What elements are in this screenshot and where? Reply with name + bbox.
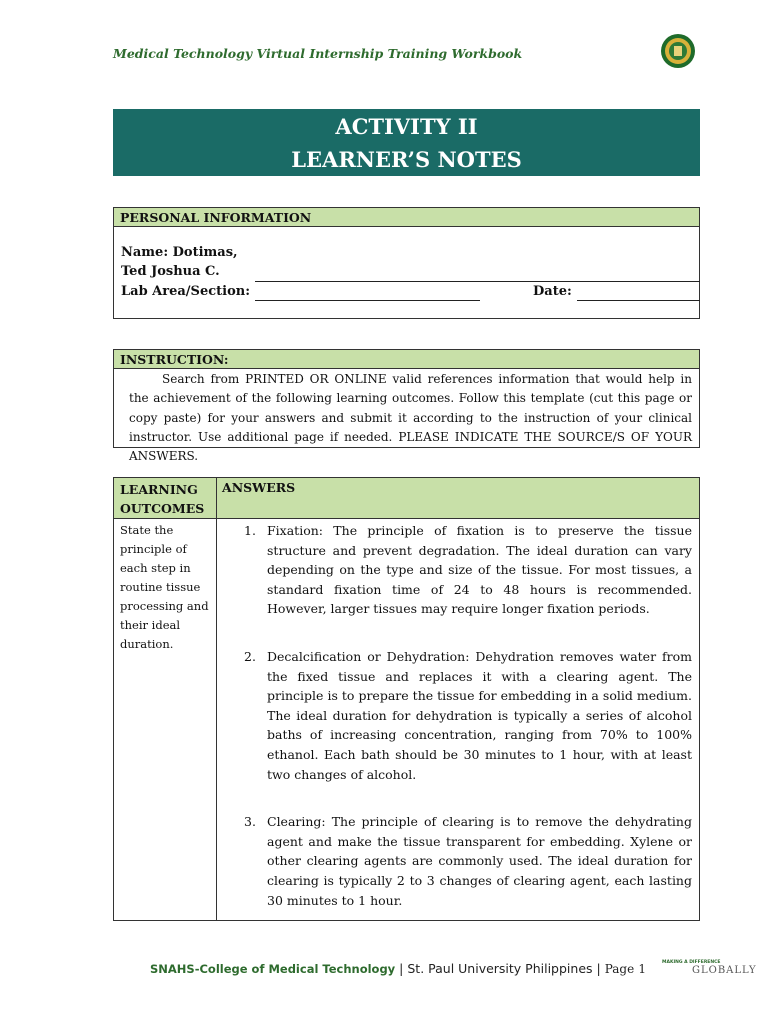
personal-info-section: [113, 207, 700, 319]
name-field-line[interactable]: [255, 281, 700, 282]
learning-outcome-text: State the principle of each step in routine tissue processing and their ideal duration.: [120, 523, 209, 651]
date-field-line[interactable]: [577, 300, 700, 301]
lab-area-label: Lab Area/Section:: [121, 284, 250, 299]
name-label: Name: Dotimas,: [121, 245, 238, 260]
answer-item: [244, 647, 692, 784]
personal-info-heading: PERSONAL INFORMATION: [114, 208, 699, 227]
answer-number: 2.: [244, 648, 256, 664]
table-header-row: [114, 478, 699, 519]
university-seal-icon: [660, 33, 696, 69]
date-label: Date:: [533, 284, 572, 299]
column-divider: [216, 478, 217, 920]
footer-university: St. Paul University Philippines: [407, 961, 593, 976]
tagline-small: MAKING A DIFFERENCE: [662, 960, 721, 965]
answers-list: [244, 521, 692, 910]
instruction-text: Search from PRINTED OR ONLINE valid references information that would help in the achievement of the following learning outcomes. Follow this template (cut this page or copy paste) for your answers and submit it according to the instruction of your clinical instructor. Use additional page if needed. PLEASE INDICATE THE SOURCE/S OF YOUR ANSWERS.: [129, 372, 692, 464]
banner-notes-title: LEARNER’S NOTES: [291, 147, 522, 172]
name-value: Ted Joshua C.: [121, 264, 220, 279]
answers-header: ANSWERS: [222, 480, 296, 495]
globally-logo: [662, 960, 757, 990]
footer-separator: |: [592, 961, 605, 976]
answer-item: [244, 521, 692, 619]
answer-number: 1.: [244, 523, 256, 538]
instruction-section: [113, 349, 700, 464]
answer-text: Clearing: The principle of clearing is to remove the dehydrating agent and make the tissue transparent for embedding. Xylene or other clearing agents are commonly used. The ideal duration for clearing is typically 2 to 3 changes of clearing agent, each lasting 30 minutes to 1 hour.: [267, 814, 692, 908]
answer-text: Fixation: The principle of fixation is to preserve the tissue structure and prevent degradation. The ideal duration can vary depending on the type and size of the tissue. For most tissues, a standard fixation time of 24 to 48 hours is recommended. However, larger tissues may require longer fixation periods.: [267, 523, 692, 617]
workbook-title: Medical Technology Virtual Internship Training Workbook: [113, 46, 523, 61]
page-footer: [150, 961, 646, 977]
activity-banner: [113, 109, 700, 176]
footer-page-label: Page: [604, 962, 635, 976]
answer-text: Decalcification or Dehydration: Dehydration removes water from the fixed tissue and replaces it with a clearing agent. The principle is to prepare the tissue for embedding in a solid medium. The ideal duration for dehydration is typically a series of alcohol baths of increasing concentration, ranging from 70% to 100% ethanol. Each bath should be 30 minutes to 1 hour, with at least two changes of alcohol.: [267, 648, 692, 782]
learning-outcomes-table: [113, 477, 700, 921]
instruction-heading: INSTRUCTION:: [114, 350, 699, 369]
answer-number: 3.: [244, 814, 256, 830]
lab-area-field-line[interactable]: [255, 300, 480, 301]
answer-item: [244, 812, 692, 910]
learning-outcomes-header: LEARNING OUTCOMES: [120, 482, 205, 516]
footer-page-number: 1: [638, 962, 646, 976]
footer-separator: |: [395, 961, 408, 976]
banner-activity-title: ACTIVITY II: [335, 114, 478, 139]
footer-college: SNAHS-College of Medical Technology: [150, 962, 396, 976]
tagline-globally: GLOBALLY: [692, 965, 757, 976]
